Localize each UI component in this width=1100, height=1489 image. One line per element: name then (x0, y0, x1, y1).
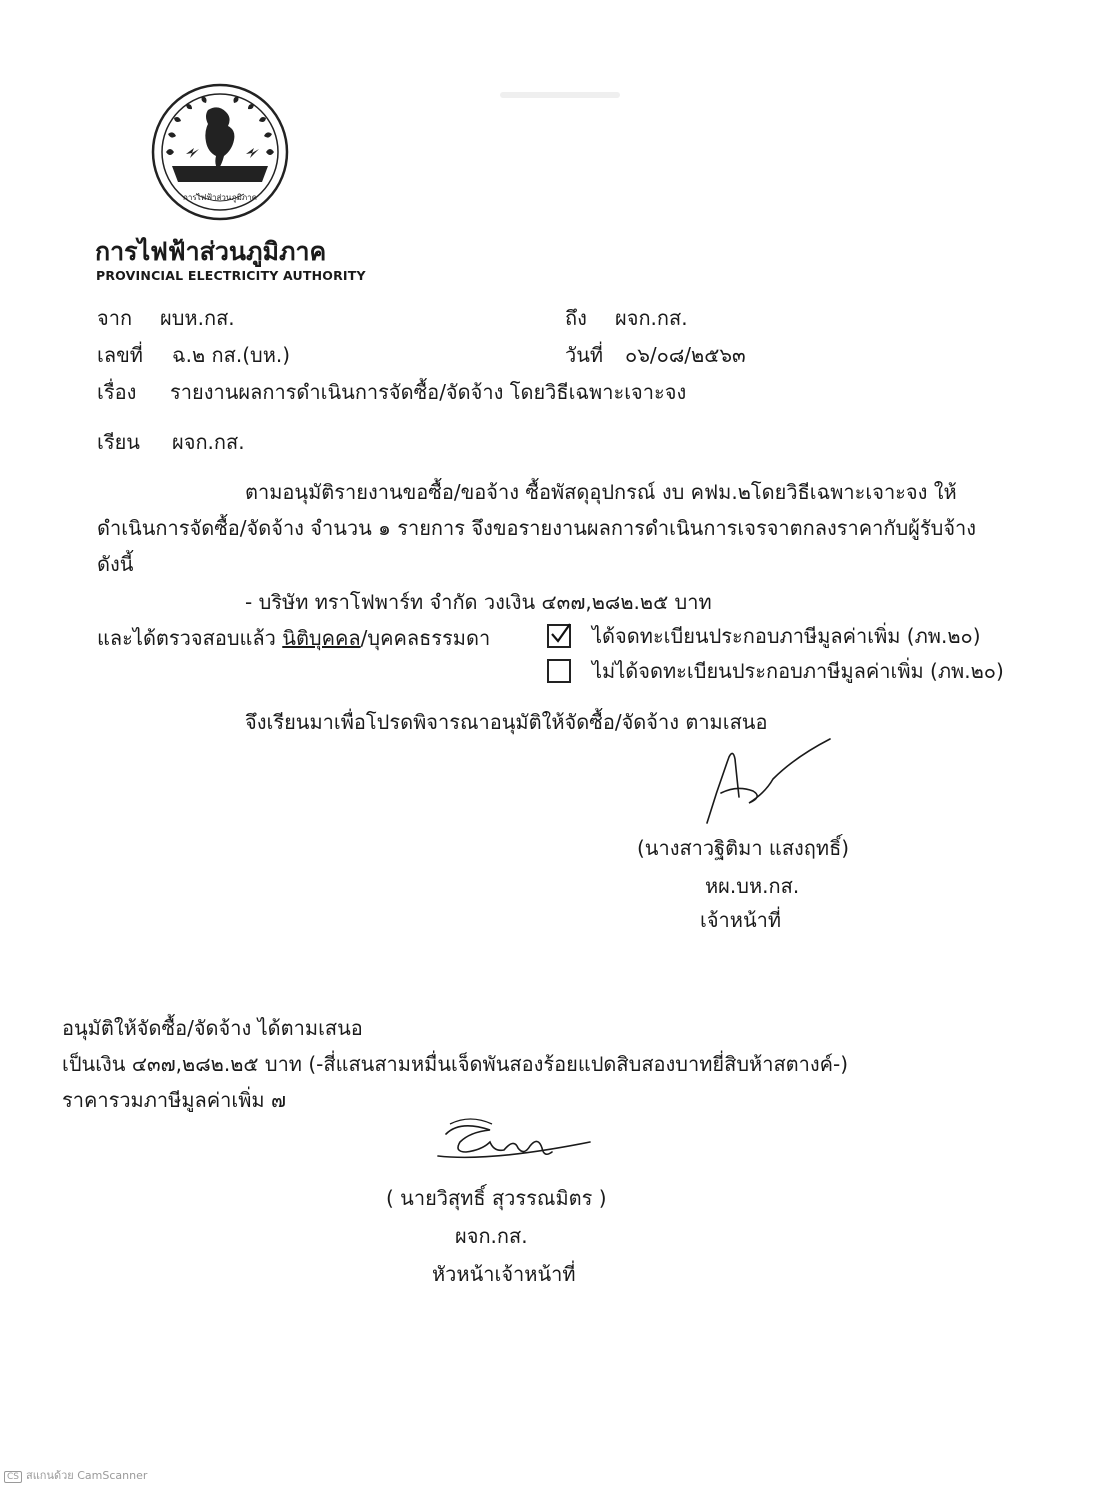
verified-line (97, 624, 490, 652)
vat-not-registered-checkbox[interactable] (547, 659, 571, 683)
vat-not-registered-label: ไม่ได้จดทะเบียนประกอบภาษีมูลค่าเพิ่ม (ภพ.๒๐) (592, 659, 1004, 683)
to-value: ผจก.กส. (615, 306, 688, 330)
vat-registered-label: ได้จดทะเบียนประกอบภาษีมูลค่าเพิ่ม (ภพ.๒๐) (592, 624, 981, 648)
number-label: เลขที่ (97, 343, 143, 367)
date-value: ๐๖/๐๘/๒๕๖๓ (625, 343, 746, 367)
signer2-name: ( นายวิสุทธิ์ สุวรรณมิตร ) (386, 1186, 607, 1210)
body-paragraph-line2: ดำเนินการจัดซื้อ/จัดจ้าง จำนวน ๑ รายการ จึงขอรายงานผลการดำเนินการเจรจาตกลงราคากับผู้รับจ้าง (97, 516, 977, 540)
camscanner-watermark (4, 1466, 147, 1484)
subject-label: เรื่อง (97, 380, 137, 404)
approval-line3: ราคารวมภาษีมูลค่าเพิ่ม ๗ (62, 1088, 286, 1112)
juristic-person: นิติบุคคล (282, 626, 361, 650)
signer1-role: เจ้าหน้าที่ (700, 908, 782, 932)
date-label: วันที่ (565, 343, 604, 367)
signer2-role: หัวหน้าเจ้าหน้าที่ (432, 1262, 576, 1286)
checkmark-icon (548, 622, 572, 646)
org-name-th: การไฟฟ้าส่วนภูมิภาค (95, 237, 327, 266)
pea-logo (150, 82, 290, 222)
signer1-position: หผ.บห.กส. (705, 874, 800, 898)
body-paragraph-line1: ตามอนุมัติรายงานขอซื้อ/ขอจ้าง ซื้อพัสดุอุปกรณ์ งบ คฟม.๒โดยวิธีเฉพาะเจาะจง ให้ (245, 480, 957, 504)
closing-line: จึงเรียนมาเพื่อโปรดพิจารณาอนุมัติให้จัดซื้อ/จัดจ้าง ตามเสนอ (245, 710, 768, 734)
org-name-en: PROVINCIAL ELECTRICITY AUTHORITY (96, 268, 366, 283)
from-label: จาก (97, 306, 133, 330)
signature-1 (695, 735, 835, 830)
subject-value: รายงานผลการดำเนินการจัดซื้อ/จัดจ้าง โดยวิธีเฉพาะเจาะจง (170, 380, 687, 404)
signature-2 (430, 1112, 600, 1172)
to-label: ถึง (565, 306, 587, 330)
vat-registered-checkbox[interactable] (547, 624, 571, 648)
natural-person: /บุคคลธรรมดา (360, 626, 491, 650)
camscanner-text: สแกนด้วย CamScanner (26, 1469, 148, 1482)
approval-line2: เป็นเงิน ๔๓๗,๒๘๒.๒๕ บาท (-สี่แสนสามหมื่นเจ็ดพันสองร้อยแปดสิบสองบาทยี่สิบห้าสตางค์-) (62, 1052, 849, 1076)
attn-value: ผจก.กส. (172, 430, 245, 454)
from-value: ผบห.กส. (160, 306, 235, 330)
approval-line1: อนุมัติให้จัดซื้อ/จัดจ้าง ได้ตามเสนอ (62, 1016, 363, 1040)
signer2-position: ผจก.กส. (455, 1224, 528, 1248)
scan-artifact (500, 92, 620, 98)
vendor-line: - บริษัท ทราโฟพาร์ท จำกัด วงเงิน ๔๓๗,๒๘๒.๒๕ บาท (245, 590, 712, 614)
camscanner-badge: CS (4, 1471, 22, 1483)
body-paragraph-line3: ดังนี้ (97, 552, 134, 576)
signer1-name: (นางสาวฐิติมา แสงฤทธิ์) (637, 836, 850, 860)
seal-text: การไฟฟ้าส่วนภูมิภาค (183, 193, 257, 202)
verified-prefix: และได้ตรวจสอบแล้ว (97, 626, 276, 650)
attn-label: เรียน (97, 430, 140, 454)
number-value: ฉ.๒ กส.(บห.) (172, 343, 291, 367)
pea-seal-icon (150, 82, 290, 222)
